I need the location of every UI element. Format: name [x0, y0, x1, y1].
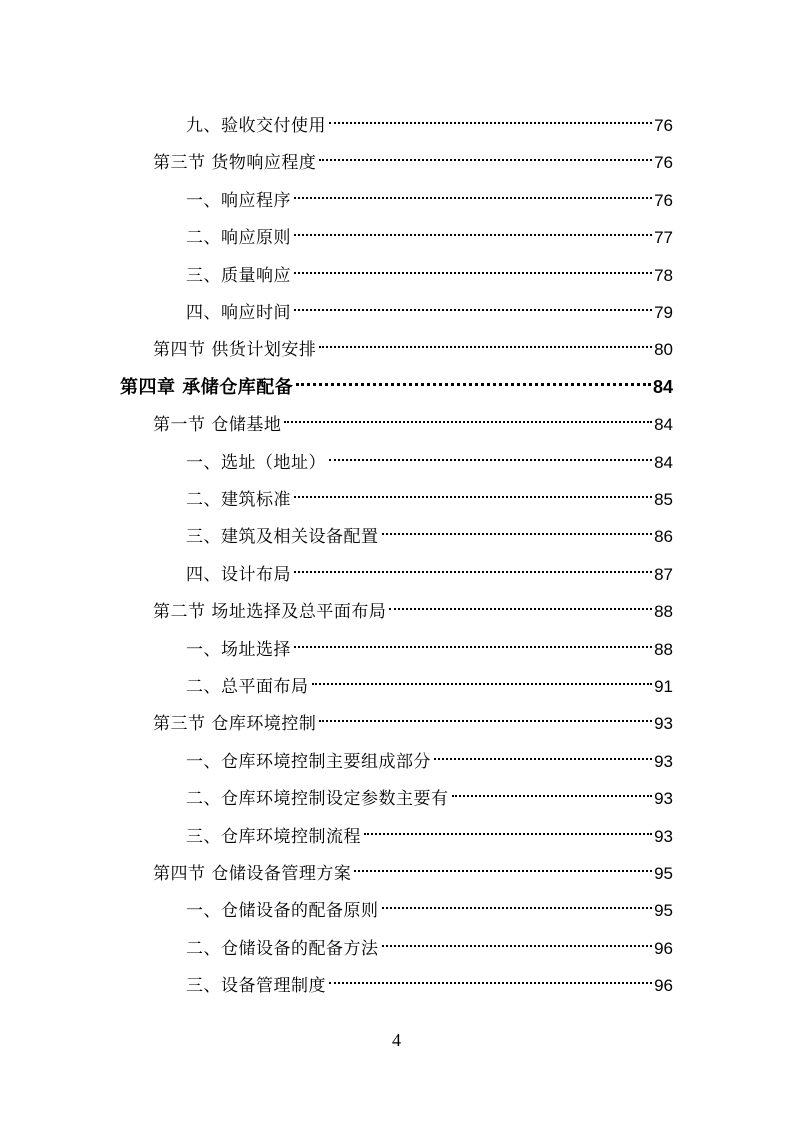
toc-subsection-entry[interactable] [186, 438, 673, 473]
toc-dot-leader [294, 288, 652, 318]
toc-entry-title: 三、建筑及相关设备配置 [186, 527, 379, 547]
toc-subsection-entry[interactable] [186, 924, 673, 959]
toc-entry-page: 95 [654, 901, 673, 920]
toc-subsection-entry[interactable] [186, 213, 673, 248]
toc-entry-page: 88 [654, 640, 673, 659]
toc-entry-title: 第三节 仓库环境控制 [153, 714, 317, 734]
toc-entry-title: 第四章 承储仓库配备 [120, 377, 294, 398]
toc-section-entry[interactable] [153, 699, 673, 734]
toc-subsection-entry[interactable] [186, 101, 673, 136]
toc-subsection-entry[interactable] [186, 886, 673, 921]
toc-subsection-entry[interactable] [186, 774, 673, 809]
toc-entry-page: 96 [654, 976, 673, 995]
toc-dot-leader [382, 512, 653, 542]
toc-subsection-entry[interactable] [186, 512, 673, 547]
toc-entry-page: 76 [654, 153, 673, 172]
toc-dot-leader [382, 924, 653, 954]
toc-entry-title: 九、验收交付使用 [186, 116, 326, 136]
toc-entry-page: 93 [654, 714, 673, 733]
toc-entry-title: 二、仓储设备的配备方法 [186, 939, 379, 959]
toc-entry-title: 二、总平面布局 [186, 677, 309, 697]
toc-entry-title: 一、仓库环境控制主要组成部分 [186, 752, 431, 772]
toc-entry-page: 76 [654, 191, 673, 210]
toc-entry-title: 三、质量响应 [186, 266, 291, 286]
toc-entry-title: 一、响应程序 [186, 191, 291, 211]
toc-entry-page: 95 [654, 864, 673, 883]
toc-entry-page: 93 [654, 752, 673, 771]
toc-section-entry[interactable] [153, 849, 673, 884]
toc-subsection-entry[interactable] [186, 288, 673, 323]
toc-entry-title: 二、响应原则 [186, 228, 291, 248]
toc-subsection-entry[interactable] [186, 961, 673, 996]
toc-dot-leader [319, 325, 652, 355]
toc-dot-leader [294, 251, 652, 281]
toc-entry-title: 第三节 货物响应程度 [153, 153, 317, 173]
toc-subsection-entry[interactable] [186, 662, 673, 697]
toc-dot-leader [329, 438, 652, 468]
toc-subsection-entry[interactable] [186, 550, 673, 585]
toc-entry-page: 84 [654, 453, 673, 472]
toc-entry-title: 四、设计布局 [186, 565, 291, 585]
toc-dot-leader [294, 176, 652, 206]
toc-entry-title: 第二节 场址选择及总平面布局 [153, 602, 387, 622]
toc-subsection-entry[interactable] [186, 737, 673, 772]
toc-chapter-entry[interactable] [120, 363, 673, 398]
toc-subsection-entry[interactable] [186, 475, 673, 510]
toc-dot-leader [319, 699, 652, 729]
toc-dot-leader [364, 812, 652, 842]
toc-dot-leader [389, 587, 652, 617]
toc-entry-title: 二、仓库环境控制设定参数主要有 [186, 789, 449, 809]
toc-entry-page: 79 [654, 303, 673, 322]
toc-entry-page: 88 [654, 602, 673, 621]
toc-entry-page: 84 [654, 415, 673, 434]
toc-subsection-entry[interactable] [186, 812, 673, 847]
toc-subsection-entry[interactable] [186, 625, 673, 660]
toc-dot-leader [354, 849, 652, 879]
toc-entry-page: 87 [654, 565, 673, 584]
toc-entry-page: 80 [654, 340, 673, 359]
toc-entry-page: 85 [654, 490, 673, 509]
toc-dot-leader [319, 138, 652, 168]
toc-dot-leader [452, 774, 653, 804]
toc-subsection-entry[interactable] [186, 176, 673, 211]
toc-section-entry[interactable] [153, 587, 673, 622]
toc-dot-leader [382, 886, 653, 916]
toc-entry-page: 84 [652, 377, 673, 397]
toc-dot-leader [312, 662, 653, 692]
toc-entry-page: 86 [654, 527, 673, 546]
toc-entry-page: 76 [654, 116, 673, 135]
toc-section-entry[interactable] [153, 325, 673, 360]
toc-entry-title: 三、设备管理制度 [186, 976, 326, 996]
toc-entry-title: 第四节 供货计划安排 [153, 340, 317, 360]
toc-entry-title: 一、场址选择 [186, 640, 291, 660]
toc-entry-title: 一、仓储设备的配备原则 [186, 901, 379, 921]
toc-dot-leader [284, 400, 652, 430]
toc-section-entry[interactable] [153, 400, 673, 435]
toc-dot-leader [329, 101, 652, 131]
toc-entry-title: 第四节 仓储设备管理方案 [153, 864, 352, 884]
toc-entry-page: 93 [654, 827, 673, 846]
toc-subsection-entry[interactable] [186, 251, 673, 286]
toc-dot-leader [294, 213, 652, 243]
toc-entry-title: 第一节 仓储基地 [153, 415, 282, 435]
toc-entry-title: 四、响应时间 [186, 303, 291, 323]
toc-entry-title: 二、建筑标准 [186, 490, 291, 510]
toc-dot-leader [294, 625, 652, 655]
toc-dot-leader [434, 737, 652, 767]
toc-dot-leader [294, 550, 652, 580]
toc-entry-page: 78 [654, 266, 673, 285]
toc-dot-leader [294, 475, 652, 505]
toc-entry-page: 77 [654, 228, 673, 247]
toc-dot-leader [329, 961, 652, 991]
toc-entry-page: 96 [654, 939, 673, 958]
toc-entry-title: 一、选址（地址） [186, 453, 326, 473]
page-number: 4 [392, 1030, 401, 1050]
toc-entry-page: 93 [654, 789, 673, 808]
toc-entry-page: 91 [654, 677, 673, 696]
toc-entry-title: 三、仓库环境控制流程 [186, 827, 361, 847]
toc-dot-leader [296, 363, 651, 393]
toc-section-entry[interactable] [153, 138, 673, 173]
